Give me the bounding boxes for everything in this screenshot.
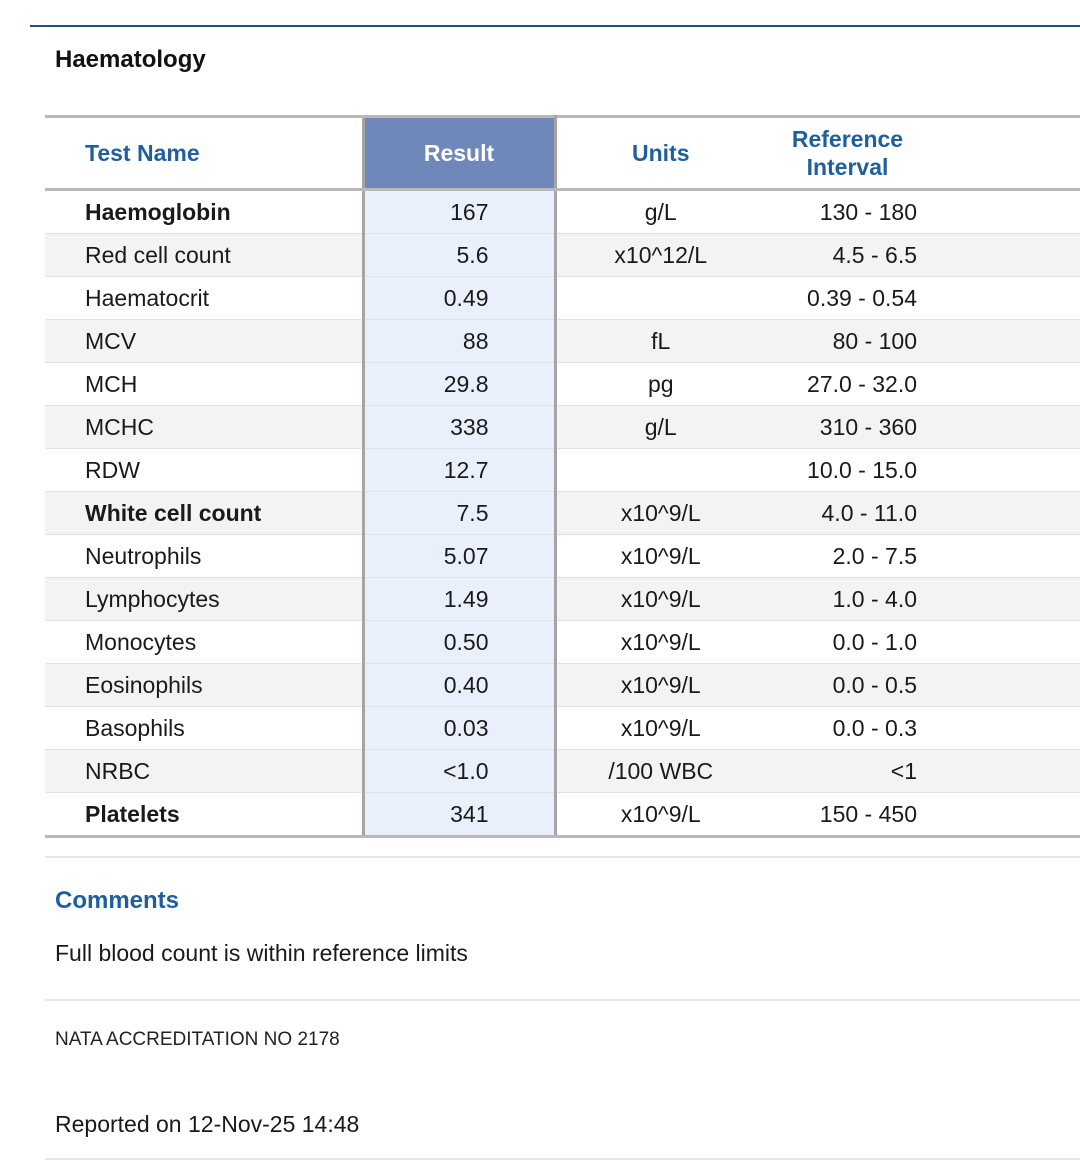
units-cell [555, 449, 765, 492]
reference-interval-cell: 80 - 100 [765, 320, 1080, 363]
table-row [45, 621, 1080, 664]
table-row [45, 578, 1080, 621]
units-cell: x10^9/L [555, 492, 765, 535]
reference-interval-cell: 4.5 - 6.5 [765, 234, 1080, 277]
test-name-cell: White cell count [45, 492, 363, 535]
reference-header-line1: Reference [791, 126, 904, 152]
units-cell: fL [555, 320, 765, 363]
units-cell: x10^9/L [555, 535, 765, 578]
table-row [45, 406, 1080, 449]
result-cell: 167 [363, 190, 555, 234]
table-row [45, 320, 1080, 363]
column-header-reference-interval [765, 117, 1080, 190]
top-rule [30, 25, 1080, 27]
reference-interval-cell: 130 - 180 [765, 190, 1080, 234]
table-row [45, 793, 1080, 837]
result-cell: 5.6 [363, 234, 555, 277]
test-name-cell: Red cell count [45, 234, 363, 277]
units-cell: /100 WBC [555, 750, 765, 793]
result-cell: <1.0 [363, 750, 555, 793]
test-name-cell: Platelets [45, 793, 363, 837]
reference-interval-cell: <1 [765, 750, 1080, 793]
table-row [45, 750, 1080, 793]
units-cell [555, 277, 765, 320]
table-row [45, 234, 1080, 277]
units-cell: x10^9/L [555, 621, 765, 664]
test-name-cell: Lymphocytes [45, 578, 363, 621]
reference-interval-cell: 27.0 - 32.0 [765, 363, 1080, 406]
test-name-cell: NRBC [45, 750, 363, 793]
units-cell: x10^12/L [555, 234, 765, 277]
test-name-cell: Monocytes [45, 621, 363, 664]
units-cell: g/L [555, 190, 765, 234]
column-header-result: Result [363, 117, 555, 190]
result-cell: 0.40 [363, 664, 555, 707]
reported-timestamp: Reported on 12-Nov-25 14:48 [55, 1111, 360, 1137]
result-cell: 341 [363, 793, 555, 837]
results-body [45, 190, 1080, 837]
units-cell: x10^9/L [555, 707, 765, 750]
units-cell: x10^9/L [555, 578, 765, 621]
test-name-cell: MCV [45, 320, 363, 363]
test-name-cell: Haematocrit [45, 277, 363, 320]
table-row [45, 277, 1080, 320]
table-row [45, 190, 1080, 234]
table-row [45, 492, 1080, 535]
reference-interval-cell: 310 - 360 [765, 406, 1080, 449]
reference-interval-cell: 2.0 - 7.5 [765, 535, 1080, 578]
table-row [45, 707, 1080, 750]
table-row [45, 664, 1080, 707]
section-title: Haematology [55, 46, 206, 73]
column-header-units: Units [555, 117, 765, 190]
test-name-cell: RDW [45, 449, 363, 492]
divider [45, 1158, 1080, 1160]
result-cell: 0.50 [363, 621, 555, 664]
reference-interval-cell: 0.0 - 0.3 [765, 707, 1080, 750]
result-cell: 0.03 [363, 707, 555, 750]
table-row [45, 449, 1080, 492]
test-name-cell: MCH [45, 363, 363, 406]
reference-interval-cell: 0.0 - 1.0 [765, 621, 1080, 664]
header-row [45, 117, 1080, 190]
accreditation-text: NATA ACCREDITATION NO 2178 [55, 1029, 340, 1050]
reference-interval-cell: 10.0 - 15.0 [765, 449, 1080, 492]
column-header-test-name: Test Name [45, 117, 363, 190]
units-cell: pg [555, 363, 765, 406]
table-row [45, 363, 1080, 406]
test-name-cell: Eosinophils [45, 664, 363, 707]
result-cell: 7.5 [363, 492, 555, 535]
comments-text: Full blood count is within reference limits [55, 940, 468, 966]
reference-interval-cell: 0.0 - 0.5 [765, 664, 1080, 707]
units-cell: g/L [555, 406, 765, 449]
reference-interval-cell: 150 - 450 [765, 793, 1080, 837]
divider [45, 856, 1080, 858]
table-row [45, 535, 1080, 578]
units-cell: x10^9/L [555, 793, 765, 837]
result-cell: 12.7 [363, 449, 555, 492]
result-cell: 1.49 [363, 578, 555, 621]
divider [45, 999, 1080, 1001]
test-name-cell: Neutrophils [45, 535, 363, 578]
result-cell: 29.8 [363, 363, 555, 406]
result-cell: 338 [363, 406, 555, 449]
units-cell: x10^9/L [555, 664, 765, 707]
reference-interval-cell: 1.0 - 4.0 [765, 578, 1080, 621]
results-table [45, 115, 1080, 838]
test-name-cell: Basophils [45, 707, 363, 750]
result-cell: 5.07 [363, 535, 555, 578]
reference-interval-cell: 4.0 - 11.0 [765, 492, 1080, 535]
comments-title: Comments [55, 887, 180, 914]
result-cell: 0.49 [363, 277, 555, 320]
test-name-cell: Haemoglobin [45, 190, 363, 234]
reference-interval-cell: 0.39 - 0.54 [765, 277, 1080, 320]
reference-header-line2: Interval [806, 154, 889, 180]
test-name-cell: MCHC [45, 406, 363, 449]
result-cell: 88 [363, 320, 555, 363]
